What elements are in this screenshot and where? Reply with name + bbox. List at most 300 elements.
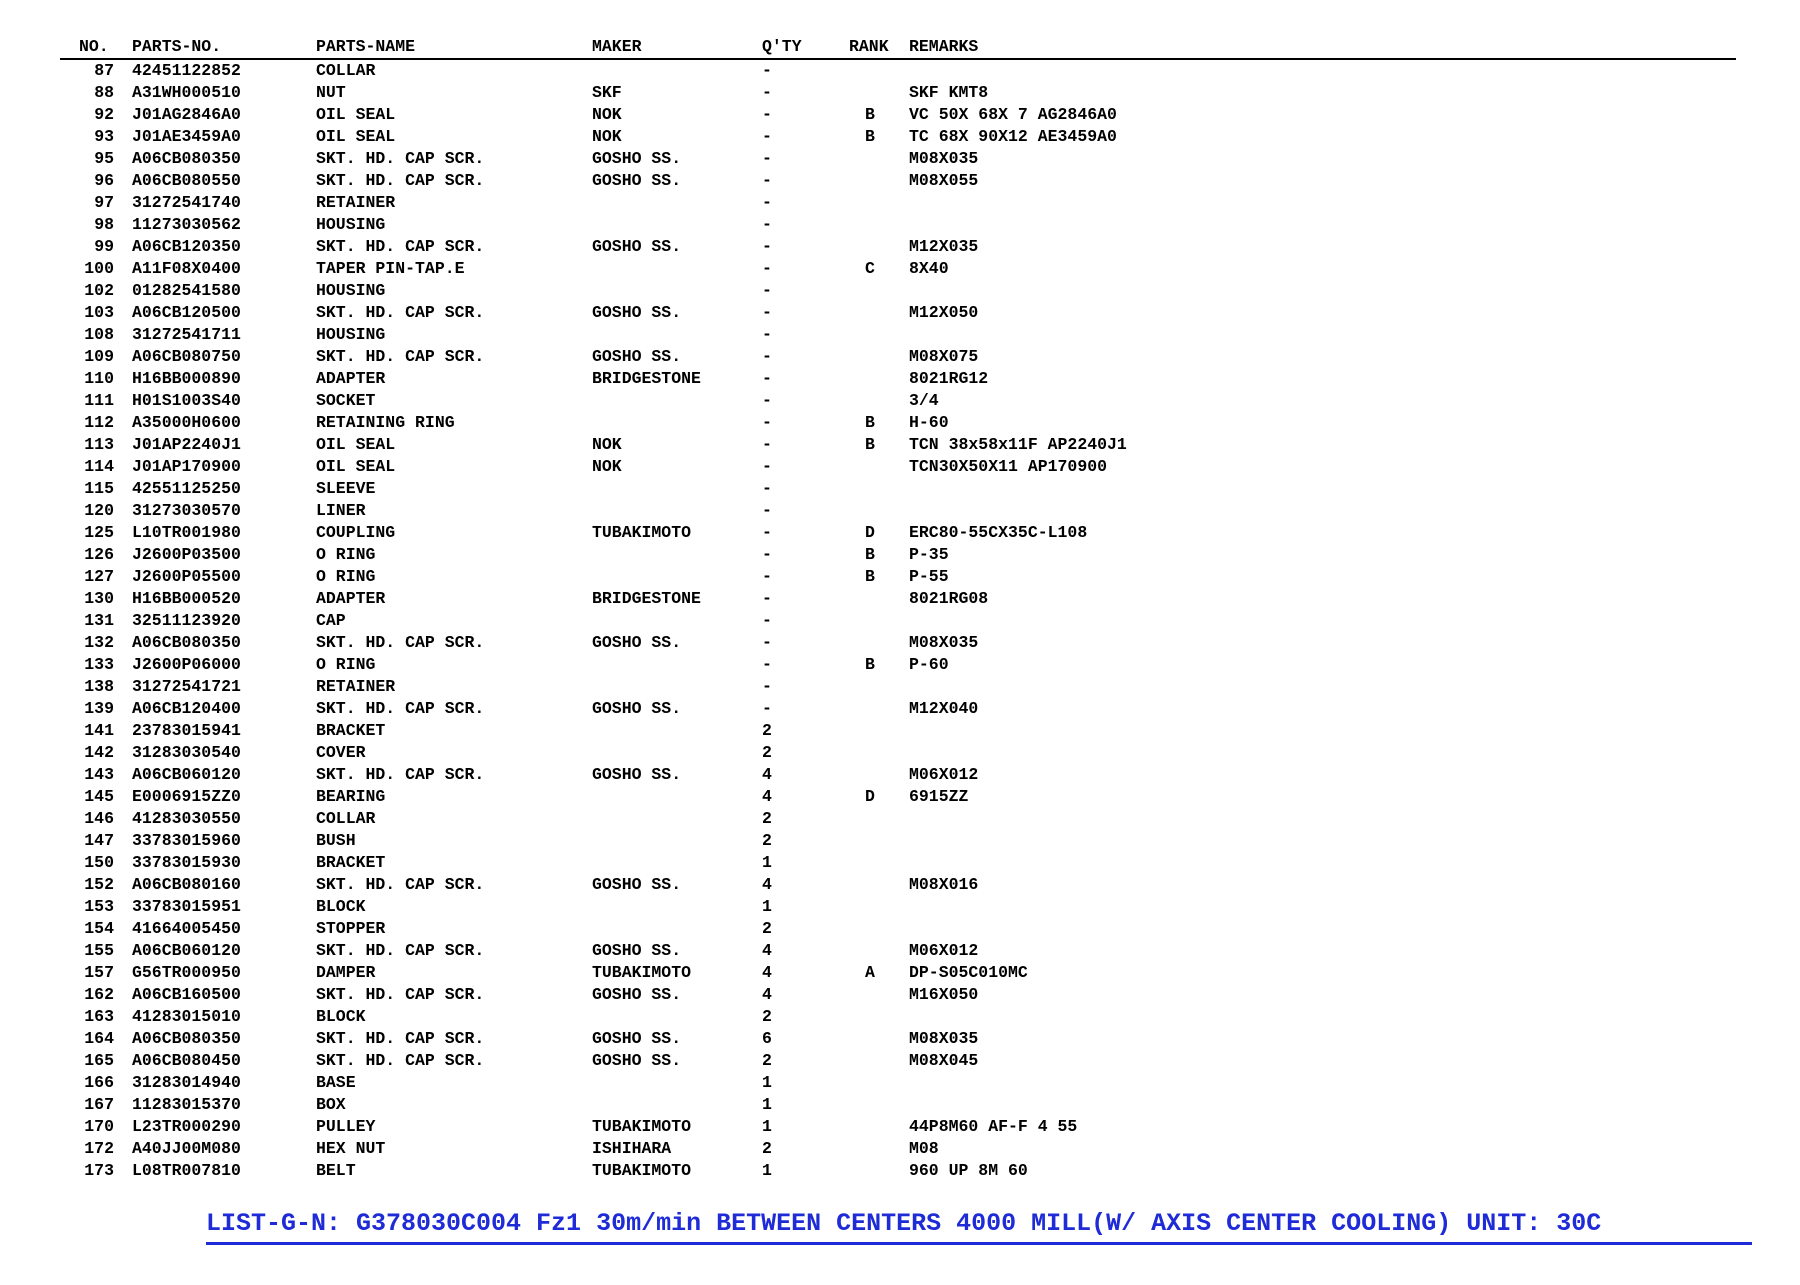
cell-remarks: 44P8M60 AF-F 4 55	[909, 1117, 1078, 1136]
table-row	[60, 456, 1736, 478]
cell-parts-no: 41283030550	[132, 809, 241, 828]
cell-qty: 1	[762, 1161, 772, 1180]
cell-qty: 1	[762, 1117, 772, 1136]
cell-no: 95	[94, 149, 114, 168]
cell-qty: -	[762, 127, 772, 146]
cell-no: 138	[84, 677, 114, 696]
cell-remarks	[909, 830, 1736, 852]
cell-rank	[847, 1116, 909, 1138]
cell-rank	[847, 236, 909, 258]
cell-maker	[592, 412, 762, 434]
cell-qty: -	[762, 501, 772, 520]
cell-rank	[847, 346, 909, 368]
cell-parts-no: A06CB080350	[132, 1029, 241, 1048]
cell-rank	[847, 280, 909, 302]
cell-remarks	[909, 59, 1736, 82]
cell-no: 113	[84, 435, 114, 454]
cell-rank	[847, 896, 909, 918]
cell-rank	[847, 1050, 909, 1072]
cell-remarks: ERC80-55CX35C-L108	[909, 523, 1088, 542]
cell-parts-name: HEX NUT	[316, 1139, 386, 1158]
cell-maker	[592, 742, 762, 764]
cell-no: 97	[94, 193, 114, 212]
cell-rank	[847, 478, 909, 500]
cell-parts-name: SLEEVE	[316, 479, 376, 498]
cell-remarks: M16X050	[909, 985, 979, 1004]
cell-qty: -	[762, 325, 772, 344]
cell-qty: 2	[762, 919, 772, 938]
table-row	[60, 258, 1736, 280]
table-row	[60, 478, 1736, 500]
table-row	[60, 852, 1736, 874]
cell-maker	[592, 786, 762, 808]
cell-parts-name: RETAINER	[316, 677, 396, 696]
cell-qty: -	[762, 457, 772, 476]
cell-maker	[592, 1094, 762, 1116]
cell-rank	[847, 192, 909, 214]
cell-parts-name: SKT. HD. CAP SCR.	[316, 633, 485, 652]
cell-no: 172	[84, 1139, 114, 1158]
cell-remarks: 8021RG12	[909, 369, 989, 388]
cell-rank	[847, 918, 909, 940]
cell-maker: TUBAKIMOTO	[592, 1117, 692, 1136]
cell-parts-name: SKT. HD. CAP SCR.	[316, 765, 485, 784]
cell-maker	[592, 258, 762, 280]
cell-parts-name: BRACKET	[316, 721, 386, 740]
cell-parts-name: SOCKET	[316, 391, 376, 410]
cell-no: 131	[84, 611, 114, 630]
cell-rank	[847, 1138, 909, 1160]
cell-parts-name: BUSH	[316, 831, 356, 850]
cell-no: 96	[94, 171, 114, 190]
cell-parts-name: SKT. HD. CAP SCR.	[316, 303, 485, 322]
cell-rank	[847, 676, 909, 698]
cell-rank: A	[865, 963, 875, 982]
cell-qty: 2	[762, 1007, 772, 1026]
cell-parts-name: BASE	[316, 1073, 356, 1092]
cell-parts-no: J01AP170900	[132, 457, 241, 476]
cell-parts-name: RETAINING RING	[316, 413, 455, 432]
cell-maker	[592, 676, 762, 698]
cell-no: 126	[84, 545, 114, 564]
cell-parts-no: A11F08X0400	[132, 259, 241, 278]
cell-no: 115	[84, 479, 114, 498]
table-row	[60, 390, 1736, 412]
cell-parts-name: COLLAR	[316, 61, 376, 80]
cell-rank: B	[865, 545, 875, 564]
cell-parts-no: 31283030540	[132, 743, 241, 762]
cell-remarks: P-35	[909, 545, 949, 564]
cell-parts-name: SKT. HD. CAP SCR.	[316, 1029, 485, 1048]
cell-remarks	[909, 1072, 1736, 1094]
cell-qty: -	[762, 545, 772, 564]
cell-qty: -	[762, 611, 772, 630]
cell-remarks	[909, 192, 1736, 214]
cell-remarks	[909, 500, 1736, 522]
cell-rank	[847, 170, 909, 192]
cell-qty: 4	[762, 787, 772, 806]
cell-qty: -	[762, 589, 772, 608]
cell-rank	[847, 764, 909, 786]
cell-maker	[592, 566, 762, 588]
cell-parts-no: 31272541711	[132, 325, 241, 344]
cell-parts-no: A06CB160500	[132, 985, 241, 1004]
cell-parts-no: H01S1003S40	[132, 391, 241, 410]
cell-no: 165	[84, 1051, 114, 1070]
cell-parts-no: 11273030562	[132, 215, 241, 234]
cell-parts-no: E0006915ZZ0	[132, 787, 241, 806]
cell-no: 102	[84, 281, 114, 300]
cell-parts-name: SKT. HD. CAP SCR.	[316, 237, 485, 256]
parts-table-body	[60, 59, 1736, 1182]
cell-parts-no: A06CB080160	[132, 875, 241, 894]
cell-remarks: M08X075	[909, 347, 979, 366]
table-row	[60, 500, 1736, 522]
cell-remarks: M08X035	[909, 633, 979, 652]
cell-rank: B	[865, 435, 875, 454]
cell-maker: GOSHO SS.	[592, 303, 682, 322]
cell-rank	[847, 1072, 909, 1094]
cell-no: 145	[84, 787, 114, 806]
cell-parts-name: COVER	[316, 743, 366, 762]
cell-rank	[847, 500, 909, 522]
table-row	[60, 1116, 1736, 1138]
cell-qty: -	[762, 369, 772, 388]
cell-rank	[847, 632, 909, 654]
cell-maker: GOSHO SS.	[592, 237, 682, 256]
cell-no: 93	[94, 127, 114, 146]
cell-remarks: M06X012	[909, 941, 979, 960]
table-row	[60, 742, 1736, 764]
cell-maker	[592, 830, 762, 852]
cell-rank: D	[865, 523, 875, 542]
cell-maker	[592, 852, 762, 874]
table-row	[60, 962, 1736, 984]
cell-remarks	[909, 676, 1736, 698]
cell-maker	[592, 1072, 762, 1094]
cell-maker	[592, 720, 762, 742]
cell-parts-name: STOPPER	[316, 919, 386, 938]
cell-remarks: 960 UP 8M 60	[909, 1161, 1028, 1180]
cell-remarks: M12X040	[909, 699, 979, 718]
cell-maker: TUBAKIMOTO	[592, 1161, 692, 1180]
cell-no: 111	[84, 391, 114, 410]
table-row	[60, 170, 1736, 192]
cell-parts-name: SKT. HD. CAP SCR.	[316, 875, 485, 894]
cell-parts-no: A06CB080350	[132, 149, 241, 168]
cell-remarks: H-60	[909, 413, 949, 432]
cell-maker	[592, 896, 762, 918]
cell-parts-no: L10TR001980	[132, 523, 241, 542]
cell-remarks: M08	[909, 1139, 939, 1158]
cell-qty: -	[762, 655, 772, 674]
cell-remarks	[909, 478, 1736, 500]
table-row	[60, 302, 1736, 324]
cell-parts-name: LINER	[316, 501, 366, 520]
cell-parts-name: OIL SEAL	[316, 435, 396, 454]
cell-parts-name: COUPLING	[316, 523, 396, 542]
cell-no: 143	[84, 765, 114, 784]
table-row	[60, 676, 1736, 698]
cell-maker	[592, 59, 762, 82]
cell-parts-name: SKT. HD. CAP SCR.	[316, 149, 485, 168]
cell-no: 163	[84, 1007, 114, 1026]
cell-rank	[847, 698, 909, 720]
cell-rank	[847, 368, 909, 390]
cell-maker: GOSHO SS.	[592, 875, 682, 894]
cell-maker: GOSHO SS.	[592, 1051, 682, 1070]
cell-remarks: M06X012	[909, 765, 979, 784]
cell-remarks: P-60	[909, 655, 949, 674]
cell-qty: 2	[762, 1139, 772, 1158]
parts-table-header	[60, 36, 1736, 59]
table-row	[60, 412, 1736, 434]
cell-maker: GOSHO SS.	[592, 149, 682, 168]
cell-qty: -	[762, 347, 772, 366]
cell-parts-no: H16BB000520	[132, 589, 241, 608]
cell-remarks: SKF KMT8	[909, 83, 989, 102]
cell-rank	[847, 1006, 909, 1028]
cell-qty: 1	[762, 853, 772, 872]
cell-qty: -	[762, 303, 772, 322]
header-qty: Q'TY	[762, 36, 847, 59]
cell-parts-name: COLLAR	[316, 809, 376, 828]
cell-parts-no: 31273030570	[132, 501, 241, 520]
cell-maker	[592, 1006, 762, 1028]
cell-no: 164	[84, 1029, 114, 1048]
cell-qty: 6	[762, 1029, 772, 1048]
cell-no: 127	[84, 567, 114, 586]
cell-remarks: M12X050	[909, 303, 979, 322]
cell-parts-no: 32511123920	[132, 611, 241, 630]
header-parts-name: PARTS-NAME	[316, 36, 592, 59]
cell-no: 147	[84, 831, 114, 850]
cell-remarks	[909, 918, 1736, 940]
cell-rank	[847, 214, 909, 236]
cell-parts-no: 41664005450	[132, 919, 241, 938]
cell-parts-no: L08TR007810	[132, 1161, 241, 1180]
cell-parts-no: 42551125250	[132, 479, 241, 498]
cell-parts-no: 33783015930	[132, 853, 241, 872]
cell-maker: TUBAKIMOTO	[592, 963, 692, 982]
cell-no: 155	[84, 941, 114, 960]
cell-parts-name: OIL SEAL	[316, 457, 396, 476]
table-row	[60, 1028, 1736, 1050]
table-row	[60, 1094, 1736, 1116]
cell-rank	[847, 610, 909, 632]
cell-no: 162	[84, 985, 114, 1004]
cell-maker: GOSHO SS.	[592, 1029, 682, 1048]
cell-rank: B	[865, 105, 875, 124]
cell-no: 167	[84, 1095, 114, 1114]
cell-parts-name: ADAPTER	[316, 369, 386, 388]
table-row	[60, 82, 1736, 104]
cell-remarks: 8021RG08	[909, 589, 989, 608]
table-row	[60, 214, 1736, 236]
cell-parts-no: A06CB120400	[132, 699, 241, 718]
cell-parts-no: 33783015960	[132, 831, 241, 850]
cell-parts-no: J01AP2240J1	[132, 435, 241, 454]
cell-parts-name: O RING	[316, 545, 376, 564]
header-maker: MAKER	[592, 36, 762, 59]
table-row	[60, 874, 1736, 896]
table-row	[60, 984, 1736, 1006]
cell-parts-no: 01282541580	[132, 281, 241, 300]
table-row	[60, 148, 1736, 170]
list-footer-title: LIST-G-N: G378030C004 Fz1 30m/min BETWEEN CENTERS 4000 MILL(W/ AXIS CENTER COOLING) UNIT: 30C	[206, 1206, 1752, 1245]
cell-remarks	[909, 324, 1736, 346]
cell-no: 92	[94, 105, 114, 124]
cell-parts-no: J2600P05500	[132, 567, 241, 586]
cell-no: 166	[84, 1073, 114, 1092]
cell-parts-name: SKT. HD. CAP SCR.	[316, 347, 485, 366]
cell-parts-no: A06CB060120	[132, 765, 241, 784]
cell-no: 108	[84, 325, 114, 344]
cell-parts-no: A06CB120500	[132, 303, 241, 322]
cell-qty: 4	[762, 941, 772, 960]
table-row	[60, 720, 1736, 742]
table-row	[60, 1072, 1736, 1094]
cell-parts-name: BRACKET	[316, 853, 386, 872]
table-row	[60, 1138, 1736, 1160]
cell-maker: SKF	[592, 83, 622, 102]
cell-rank	[847, 852, 909, 874]
cell-parts-no: 11283015370	[132, 1095, 241, 1114]
cell-no: 173	[84, 1161, 114, 1180]
table-row	[60, 280, 1736, 302]
cell-no: 130	[84, 589, 114, 608]
cell-maker	[592, 808, 762, 830]
cell-qty: 1	[762, 1073, 772, 1092]
table-row	[60, 324, 1736, 346]
table-row	[60, 808, 1736, 830]
cell-rank	[847, 940, 909, 962]
cell-parts-name: SKT. HD. CAP SCR.	[316, 171, 485, 190]
table-row	[60, 346, 1736, 368]
table-row	[60, 896, 1736, 918]
cell-remarks	[909, 808, 1736, 830]
cell-parts-name: HOUSING	[316, 281, 386, 300]
cell-remarks	[909, 214, 1736, 236]
table-row	[60, 698, 1736, 720]
cell-parts-name: OIL SEAL	[316, 127, 396, 146]
cell-maker: GOSHO SS.	[592, 171, 682, 190]
cell-remarks: TCN 38x58x11F AP2240J1	[909, 435, 1127, 454]
cell-qty: -	[762, 633, 772, 652]
cell-remarks	[909, 1094, 1736, 1116]
table-row	[60, 786, 1736, 808]
cell-parts-name: OIL SEAL	[316, 105, 396, 124]
cell-qty: 4	[762, 985, 772, 1004]
cell-rank	[847, 742, 909, 764]
cell-remarks: 8X40	[909, 259, 949, 278]
cell-no: 133	[84, 655, 114, 674]
table-row	[60, 59, 1736, 82]
cell-parts-no: H16BB000890	[132, 369, 241, 388]
cell-no: 139	[84, 699, 114, 718]
cell-parts-no: J2600P03500	[132, 545, 241, 564]
table-row	[60, 126, 1736, 148]
table-row	[60, 434, 1736, 456]
table-row	[60, 192, 1736, 214]
cell-parts-name: SKT. HD. CAP SCR.	[316, 985, 485, 1004]
cell-qty: -	[762, 677, 772, 696]
cell-parts-no: L23TR000290	[132, 1117, 241, 1136]
table-row	[60, 544, 1736, 566]
cell-maker: NOK	[592, 435, 622, 454]
cell-parts-no: A06CB080550	[132, 171, 241, 190]
cell-no: 170	[84, 1117, 114, 1136]
cell-rank	[847, 1028, 909, 1050]
cell-remarks: M12X035	[909, 237, 979, 256]
cell-maker: GOSHO SS.	[592, 985, 682, 1004]
cell-parts-name: BEARING	[316, 787, 386, 806]
cell-parts-name: BLOCK	[316, 897, 366, 916]
cell-rank	[847, 830, 909, 852]
cell-rank	[847, 984, 909, 1006]
cell-rank: B	[865, 413, 875, 432]
cell-qty: -	[762, 413, 772, 432]
cell-qty: -	[762, 523, 772, 542]
cell-qty: 4	[762, 765, 772, 784]
cell-parts-no: A06CB080450	[132, 1051, 241, 1070]
cell-maker: NOK	[592, 127, 622, 146]
cell-maker: ISHIHARA	[592, 1139, 672, 1158]
table-row	[60, 1006, 1736, 1028]
cell-maker	[592, 610, 762, 632]
cell-no: 87	[94, 61, 114, 80]
cell-remarks	[909, 852, 1736, 874]
cell-remarks	[909, 742, 1736, 764]
cell-maker: GOSHO SS.	[592, 347, 682, 366]
table-row	[60, 566, 1736, 588]
cell-parts-no: G56TR000950	[132, 963, 241, 982]
cell-rank	[847, 720, 909, 742]
cell-rank	[847, 874, 909, 896]
cell-no: 142	[84, 743, 114, 762]
cell-remarks	[909, 720, 1736, 742]
header-remarks: REMARKS	[909, 36, 1736, 59]
cell-qty: -	[762, 149, 772, 168]
cell-parts-name: RETAINER	[316, 193, 396, 212]
cell-remarks: DP-S05C010MC	[909, 963, 1028, 982]
table-row	[60, 104, 1736, 126]
table-row	[60, 236, 1736, 258]
cell-parts-name: CAP	[316, 611, 346, 630]
cell-no: 141	[84, 721, 114, 740]
cell-no: 109	[84, 347, 114, 366]
cell-maker	[592, 654, 762, 676]
cell-parts-no: A06CB080350	[132, 633, 241, 652]
cell-maker: GOSHO SS.	[592, 633, 682, 652]
cell-remarks	[909, 610, 1736, 632]
cell-no: 132	[84, 633, 114, 652]
cell-parts-no: A35000H0600	[132, 413, 241, 432]
cell-parts-no: 33783015951	[132, 897, 241, 916]
cell-maker: BRIDGESTONE	[592, 369, 701, 388]
table-row	[60, 588, 1736, 610]
cell-qty: 2	[762, 1051, 772, 1070]
header-parts-no: PARTS-NO.	[132, 36, 316, 59]
cell-no: 153	[84, 897, 114, 916]
cell-qty: -	[762, 391, 772, 410]
cell-rank	[847, 1094, 909, 1116]
header-rank: RANK	[847, 36, 909, 59]
cell-parts-name: NUT	[316, 83, 346, 102]
cell-maker: GOSHO SS.	[592, 765, 682, 784]
cell-qty: 2	[762, 743, 772, 762]
cell-maker	[592, 544, 762, 566]
